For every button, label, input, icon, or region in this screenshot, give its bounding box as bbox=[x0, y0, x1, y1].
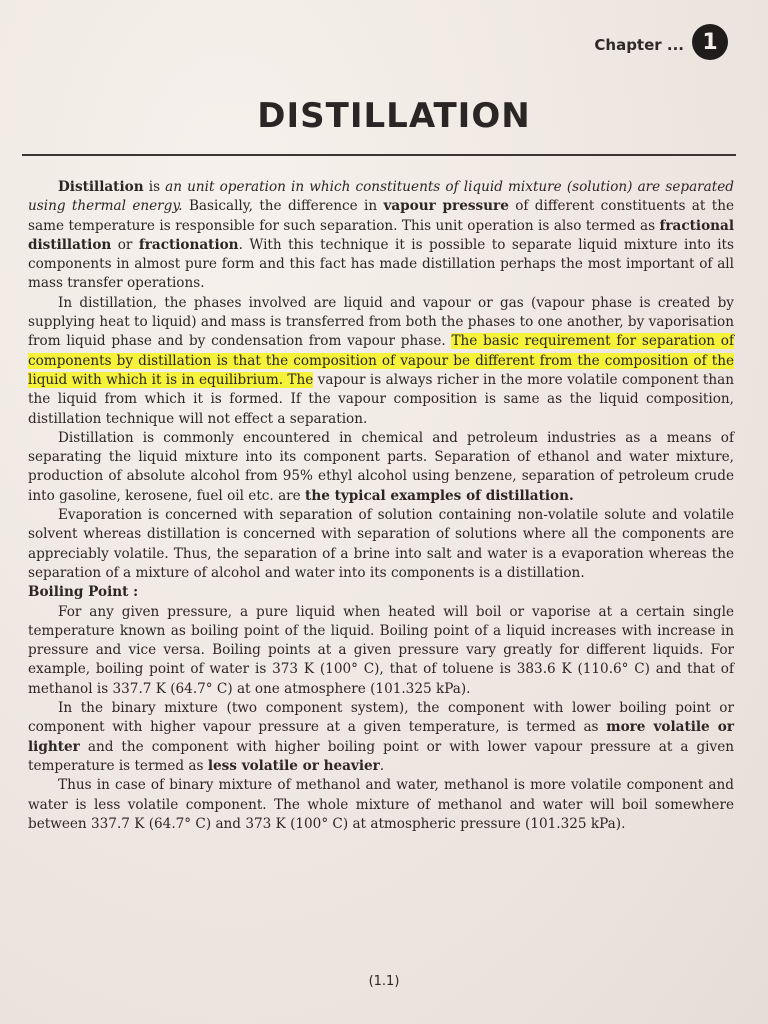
paragraph-applications bbox=[28, 429, 734, 506]
text-span: In the binary mixture (two component system), the component with lower boiling point or component with higher vapour pressure at a given temperature, is termed as bbox=[28, 700, 734, 736]
text-span: Basically, the difference in bbox=[182, 198, 384, 215]
text-span: Distillation is commonly encountered in chemical and petroleum industries as a means of separating the liquid mixture into its component parts. Separation of ethanol and water mixture, production of absolute alcohol from 95% ethyl alcohol using benzene, separation of petroleum crude into gasoline, kerosene, fuel oil etc. are bbox=[28, 429, 734, 504]
text-span: and the component with higher boiling point or with lower vapour pressure at a given temperature is termed as bbox=[28, 738, 734, 774]
highlighted-text: The basic requirement for separation of components by distillation is that the composition of vapour be different from the composition of the liquid with which it is in equilibrium. The bbox=[28, 333, 734, 388]
paragraph-binary-mixture bbox=[28, 699, 734, 776]
page-number: (1.1) bbox=[368, 974, 400, 989]
text-span: or bbox=[111, 236, 139, 253]
term-fractional-distillation: fractional distillation bbox=[28, 217, 734, 253]
term-vapour-pressure: vapour pressure bbox=[383, 198, 509, 215]
page-title: DISTILLATION bbox=[257, 96, 531, 136]
title-divider bbox=[22, 154, 736, 156]
paragraph-evaporation: Evaporation is concerned with separation of solution containing non-volatile solute and volatile solvent whereas distillation is concerned with separation of solutions where all the components are appreciably volatile. Thus, the separation of a brine into salt and water is a evaporation whereas the separation of a mixture of alcohol and water into its components is a distillation. bbox=[28, 507, 734, 581]
text-span: is bbox=[143, 179, 166, 195]
term-fractionation: fractionation bbox=[138, 236, 239, 253]
term-more-volatile: more volatile or lighter bbox=[28, 719, 734, 755]
typical-examples-bold: the typical examples of distillation. bbox=[305, 487, 574, 504]
term-less-volatile: less volatile or heavier bbox=[207, 757, 380, 774]
chapter-header bbox=[594, 24, 728, 60]
paragraph-intro bbox=[28, 178, 734, 294]
text-span: of different constituents at the same temperature is responsible for such separation. This unit operation is also termed as bbox=[28, 198, 734, 234]
chapter-label: Chapter ... bbox=[594, 36, 684, 54]
paragraph-phases bbox=[28, 294, 734, 429]
chapter-number-badge: 1 bbox=[692, 24, 728, 60]
term-distillation: Distillation bbox=[58, 179, 144, 195]
text-span: . bbox=[379, 757, 385, 774]
paragraph-methanol-water: Thus in case of binary mixture of methanol and water, methanol is more volatile component and water is less volatile component. The whole mixture of methanol and water will boil somewhere between 337.7 K (64.7° C) and 373 K (100° C) at atmospheric pressure (101.325 kPa). bbox=[28, 777, 734, 832]
body-text bbox=[28, 178, 734, 834]
text-span: vapour is always richer in the more volatile component than the liquid from which it is formed. If the vapour composition is same as the liquid composition, distillation technique will not effect a separation. bbox=[28, 371, 734, 427]
paragraph-boiling-point: For any given pressure, a pure liquid when heated will boil or vaporise at a certain single temperature known as boiling point of the liquid. Boiling point of a liquid increases with increase in pressure and vice versa. Boiling points at a given pressure vary greatly for different liquids. For example, boiling point of water is 373 K (100° C), that of toluene is 383.6 K (110.6° C) and that of methanol is 337.7 K (64.7° C) at one atmosphere (101.325 kPa). bbox=[28, 603, 734, 697]
section-heading-boiling-point: Boiling Point : bbox=[28, 584, 139, 601]
text-span: In distillation, the phases involved are liquid and vapour or gas (vapour phase is created by supplying heat to liquid) and mass is transferred from both the phases to one another, by vaporisation from liquid phase and by condensation from vapour phase. bbox=[28, 294, 734, 350]
definition-italic: an unit operation in which constituents of liquid mixture (solution) are separated using thermal energy. bbox=[28, 179, 734, 215]
text-span: . With this technique it is possible to separate liquid mixture into its components in almost pure form and this fact has made distillation perhaps the most important of all mass transfer operations. bbox=[28, 236, 734, 292]
